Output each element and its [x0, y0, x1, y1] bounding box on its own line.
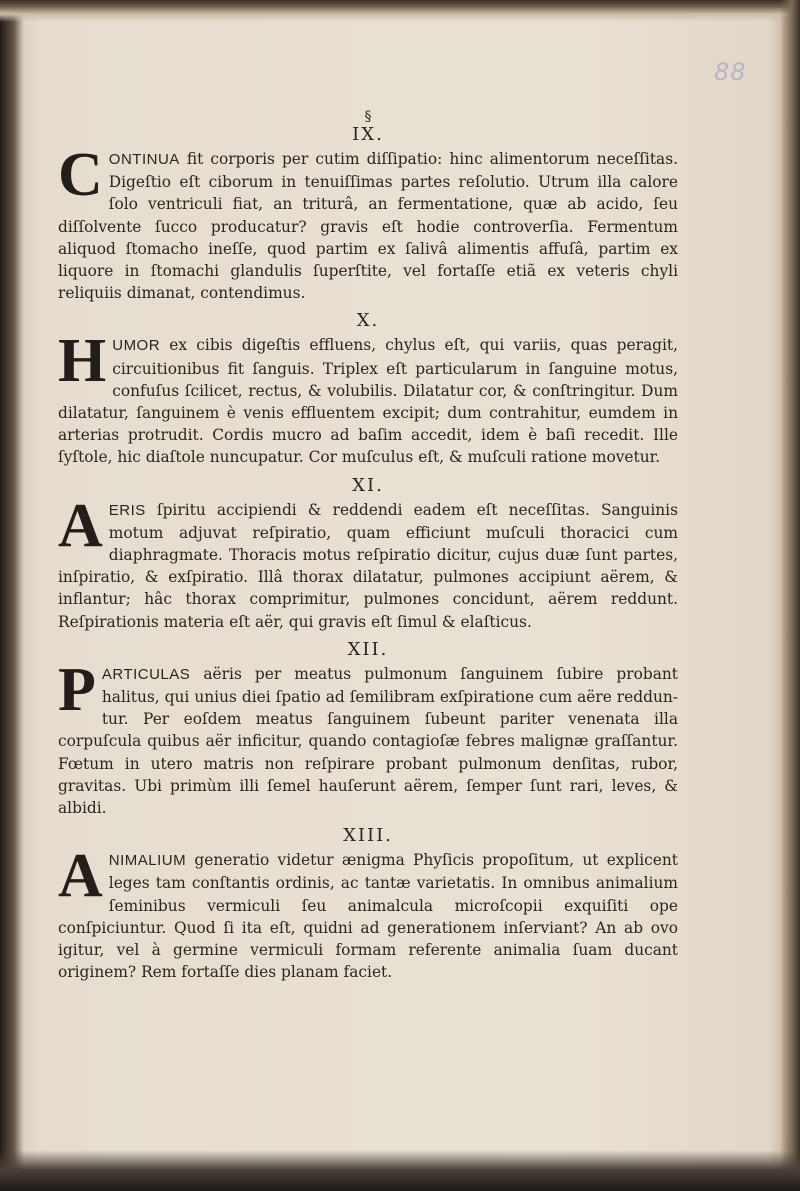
right-edge-shadow	[780, 0, 800, 1191]
paragraph-text: fit corporis per cutim diſſipatio: hinc alimentorum neceſſitas. Digeſtio eſt ciborum in tenuiſſimas partes reſolutio. Utrum illa calore ſolo ventriculi fiat, an triturâ, an fermentatione, quæ ab acido, ſeu diſſolvente ſucco producatur? gravis eſt hodie controverſia. Fermentum aliquod ſtomacho ineſſe, quod partim ex ſalivâ alimentis affuſâ, partim ex liquore in ſtomachi glandulis ſuperſtite, vel fortaſſe etiã ex veteris chyli reliquiis dimanat, contendimus.	[58, 150, 678, 303]
bottom-edge-shadow	[0, 1150, 800, 1191]
section-number: XIII.	[343, 825, 393, 847]
paragraph-text: generatio videtur ænigma Phyſicis propoſitum, ut explicent leges tam conſtantis ordinis, ac tantæ varietatis. In omnibus animalium ſeminibus vermiculi ſeu animalcula microſcopii exquiſiti ope conſpiciuntur. Quod ſi ita eſt, quidni ad generationem inſerviant? An ab ovo igitur, vel à germine vermiculi formam referente animalia ſuam ducant originem? Rem fortaſſe dies planam faciet.	[58, 851, 678, 982]
drop-cap: A	[58, 842, 103, 911]
section-xiii	[58, 825, 678, 983]
section-xi	[58, 475, 678, 633]
drop-cap: P	[58, 655, 96, 724]
section-ix	[58, 124, 678, 304]
section-paragraph	[58, 491, 678, 633]
binding-gutter	[0, 0, 24, 1191]
section-paragraph	[58, 141, 678, 304]
section-number: XII.	[347, 638, 389, 660]
top-edge-shadow	[0, 0, 800, 22]
drop-cap: C	[58, 141, 103, 209]
lead-word: NIMALIUM	[108, 852, 187, 870]
lead-word: ARTICULAS	[101, 665, 191, 683]
section-xii	[58, 639, 678, 819]
lead-word: UMOR	[112, 337, 161, 355]
section-paragraph	[58, 655, 678, 819]
section-number: IX.	[352, 124, 384, 145]
section-x	[58, 310, 678, 468]
section-number: XI.	[352, 474, 384, 496]
section-paragraph	[58, 842, 678, 983]
folio-number: 88	[714, 58, 747, 86]
section-number: X.	[356, 310, 380, 332]
section-mark: §	[364, 109, 372, 125]
section-paragraph	[58, 327, 678, 468]
drop-cap: A	[58, 491, 103, 560]
paragraph-text: aëris per meatus pulmonum ſanguinem ſubire probant halitus, qui unius diei ſpatio ad ſemilibram exſpiratione cum aëre reddun-tur. Per eoſdem meatus ſanguinem ſubeunt pariter venenata illa corpuſcula quibus aër inficitur, quando contagioſæ febres malignæ graſſantur. Fœtum in utero matris non reſpirare probant pulmonum denſitas, rubor, gravitas. Ubi primùm illi ſemel hauſerunt aërem, ſemper ſunt rari, leves, & albidi.	[58, 664, 678, 818]
paragraph-text: ſpiritu accipiendi & reddendi eadem eſt neceſſitas. Sanguinis motum adjuvat reſpiratio, quam efficiunt muſculi thoracici cum diaphragmate. Thoracis motus reſpiratio dicitur, cujus duæ ſunt partes, inſpiratio, & exſpiratio. Illâ thorax dilatatur, pulmones accipiunt aërem, & inflantur; hâc thorax comprimitur, pulmones concidunt, aërem reddunt. Reſpirationis materia eſt aër, qui gravis eſt ſimul & elaſticus.	[58, 500, 678, 631]
drop-cap: H	[58, 327, 107, 396]
lead-word: ONTINUA	[108, 151, 180, 168]
lead-word: ERIS	[108, 501, 146, 519]
paragraph-text: ex cibis digeſtis effluens, chylus eſt, qui variis, quas peragit, circuitionibus fit ſanguis. Triplex eſt particularum in ſanguine motus, confuſus ſcilicet, rectus, & volubilis. Dilatatur cor, & conſtringitur. Dum dilatatur, ſanguinem è venis effluentem excipit; dum contrahitur, eumdem in arterias protrudit. Cordis mucro ad baſim accedit, idem è baſi recedit. Ille ſyſtole, hic diaſtole nuncupatur. Cor muſculus eſt, & muſculi ratione movetur.	[58, 336, 678, 467]
text-block	[58, 110, 678, 984]
